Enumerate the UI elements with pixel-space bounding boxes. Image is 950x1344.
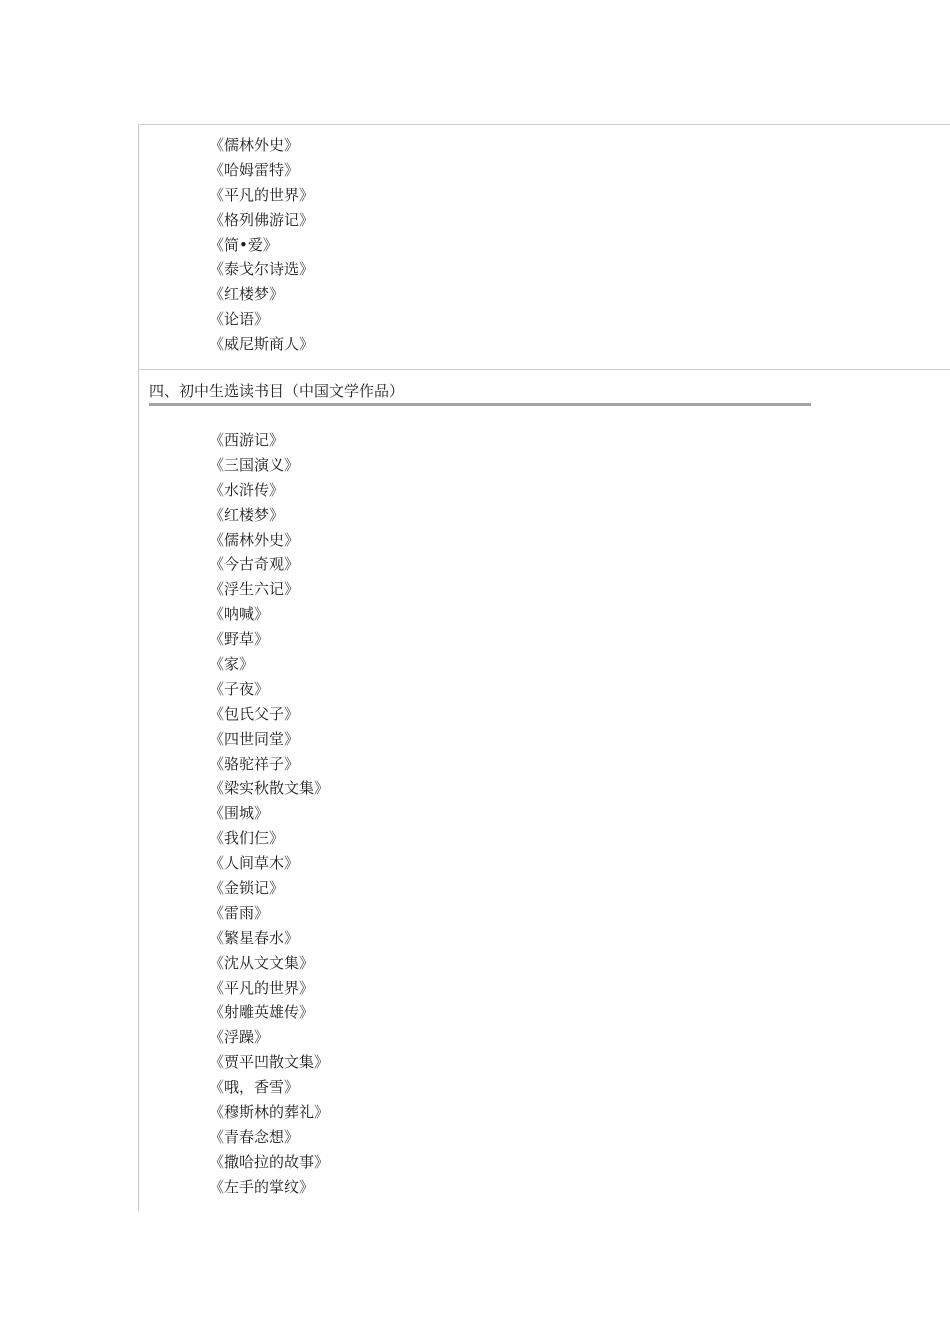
- section-divider: [138, 369, 950, 370]
- list-item: 《泰戈尔诗选》: [209, 260, 315, 279]
- list-item: 《家》: [209, 655, 255, 674]
- list-item: 《梁实秋散文集》: [209, 779, 330, 798]
- list-item: 《四世同堂》: [209, 729, 300, 748]
- list-item: 《包氏父子》: [209, 704, 300, 723]
- list-item: 《射雕英雄传》: [209, 1003, 315, 1022]
- heading-underline: [149, 403, 811, 406]
- list-item: 《简•爱》: [209, 235, 278, 254]
- list-item: 《西游记》: [209, 431, 285, 449]
- list-item: 《野草》: [209, 630, 270, 649]
- list-item: 《格列佛游记》: [209, 210, 315, 229]
- list-item: 《雷雨》: [209, 903, 270, 922]
- list-item: 《三国演义》: [209, 455, 300, 474]
- list-item: 《撒哈拉的故事》: [209, 1152, 330, 1171]
- list-item: 《威尼斯商人》: [209, 335, 315, 354]
- list-item: 《呐喊》: [209, 605, 270, 624]
- list-item: 《哈姆雷特》: [209, 160, 300, 179]
- section-heading: 四、初中生选读书目（中国文学作品）: [149, 382, 405, 400]
- list-item: 《贾平凹散文集》: [209, 1053, 330, 1072]
- list-item: 《人间草木》: [209, 854, 300, 873]
- book-list-continued: [209, 133, 314, 357]
- list-item: 《红楼梦》: [209, 505, 285, 524]
- list-item: 《沈从文文集》: [209, 953, 315, 972]
- list-item: 《平凡的世界》: [209, 978, 315, 997]
- list-item: 《儒林外史》: [209, 530, 300, 549]
- list-item: 《浮躁》: [209, 1028, 270, 1047]
- list-item: 《哦，香雪》: [209, 1078, 300, 1097]
- list-item: 《围城》: [209, 804, 270, 823]
- list-item: 《平凡的世界》: [209, 185, 315, 204]
- list-item: 《金锁记》: [209, 879, 285, 898]
- list-item: 《我们仨》: [209, 829, 285, 848]
- list-item: 《左手的掌纹》: [209, 1177, 315, 1196]
- list-item: 《骆驼祥子》: [209, 754, 300, 773]
- list-item: 《红楼梦》: [209, 285, 285, 304]
- list-item: 《青春念想》: [209, 1127, 300, 1146]
- list-item: 《浮生六记》: [209, 580, 300, 599]
- list-item: 《水浒传》: [209, 480, 285, 499]
- list-item: 《子夜》: [209, 679, 270, 698]
- list-item: 《繁星春水》: [209, 928, 300, 947]
- list-item: 《论语》: [209, 310, 270, 329]
- list-item: 《儒林外史》: [209, 136, 300, 154]
- list-item: 《穆斯林的葬礼》: [209, 1103, 330, 1122]
- chinese-literature-book-list: [209, 428, 329, 1200]
- list-item: 《今古奇观》: [209, 555, 300, 574]
